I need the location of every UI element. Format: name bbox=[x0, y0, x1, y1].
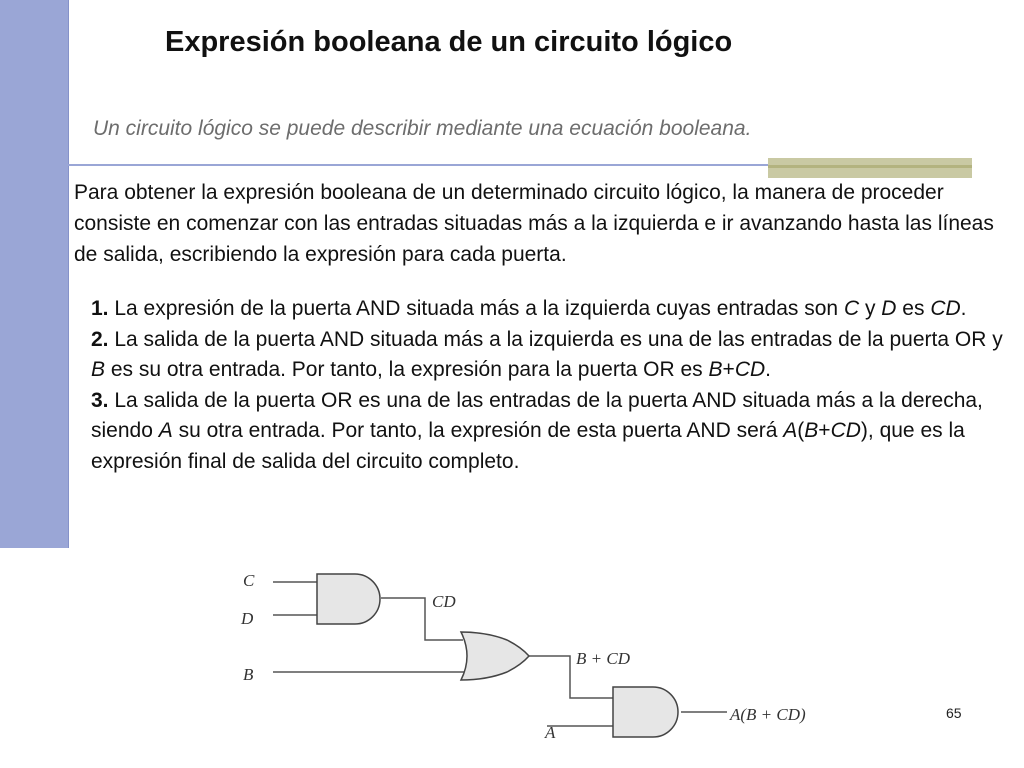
and-gate-left bbox=[317, 574, 380, 624]
steps-list bbox=[91, 294, 1006, 477]
accent-block bbox=[768, 158, 972, 178]
label-input-b: B bbox=[243, 665, 254, 684]
or-gate bbox=[461, 632, 529, 680]
logic-circuit-diagram bbox=[225, 560, 845, 750]
label-input-d: D bbox=[241, 609, 254, 628]
side-accent-bar bbox=[0, 0, 69, 548]
slide-title: Expresión booleana de un circuito lógico bbox=[165, 26, 733, 58]
label-and1-output: CD bbox=[432, 592, 456, 611]
page-number: 65 bbox=[946, 705, 962, 721]
step-1: 1. La expresión de la puerta AND situada más a la izquierda cuyas entradas son C y D es CD. bbox=[91, 297, 967, 320]
label-input-c: C bbox=[243, 571, 255, 590]
step-2: 2. La salida de la puerta AND situada más a la izquierda es una de las entradas de la puerta OR y B es su otra entrada. Por tanto, la expresión para la puerta OR es B+CD. bbox=[91, 327, 1003, 381]
step-3: 3. La salida de la puerta OR es una de las entradas de la puerta AND situada más a la derecha, siendo A su otra entrada. Por tanto, la expresión de esta puerta AND será A(B+CD), que es la expresión final de salida del circuito completo. bbox=[91, 388, 983, 473]
intro-paragraph: Para obtener la expresión booleana de un determinado circuito lógico, la manera de proceder consiste en comenzar con las entradas situadas más a la izquierda e ir avanzando hasta las líneas de salida, escribiendo la expresión para cada puerta. bbox=[74, 181, 994, 266]
label-input-a: A bbox=[545, 723, 556, 742]
label-or-output: B + CD bbox=[576, 649, 630, 668]
and-gate-right bbox=[613, 687, 678, 737]
label-final-output: A(B + CD) bbox=[730, 705, 806, 724]
slide-subtitle: Un circuito lógico se puede describir mediante una ecuación booleana. bbox=[93, 117, 752, 140]
